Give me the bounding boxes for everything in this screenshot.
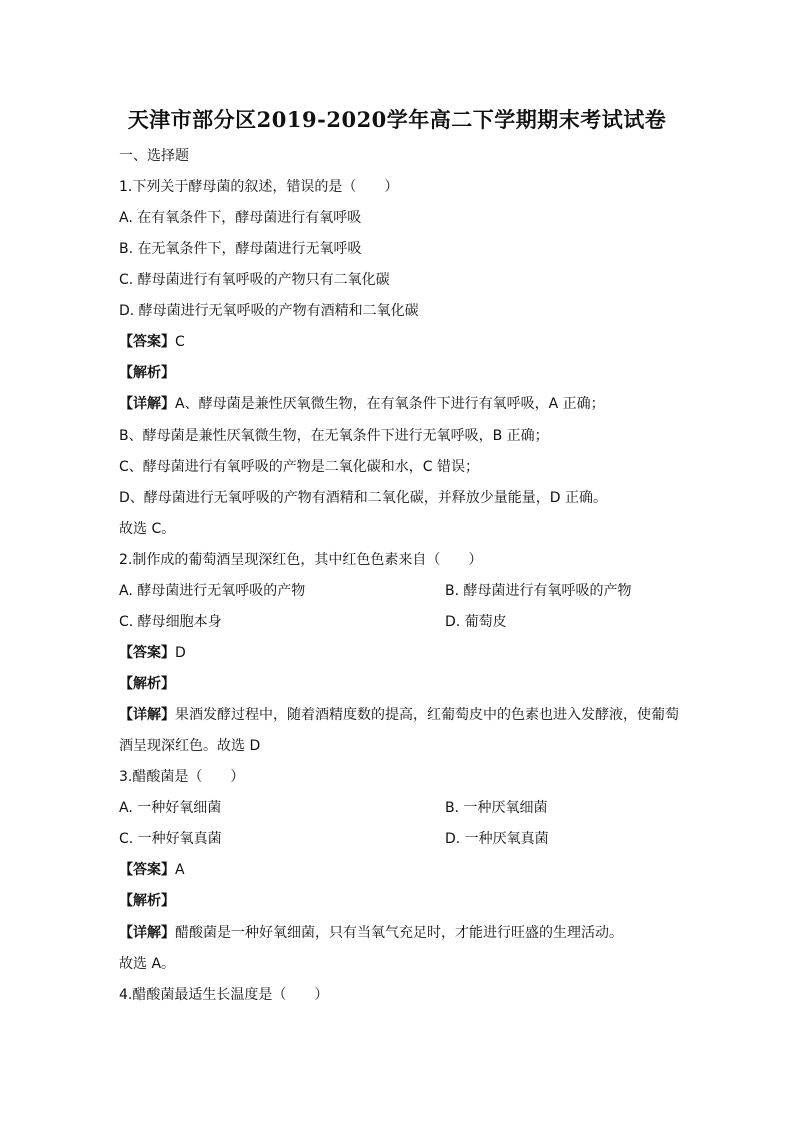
question-3-option-a: A. 一种好氧细菌 xyxy=(119,800,222,816)
detail-label: 【详解】 xyxy=(119,396,175,412)
answer-value: A xyxy=(175,862,185,878)
question-3-conclusion: 故选 A。 xyxy=(119,956,176,972)
question-3-option-d: D. 一种厌氧真菌 xyxy=(445,831,549,847)
answer-label: 【答案】 xyxy=(119,334,175,350)
question-2-option-a: A. 酵母菌进行无氧呼吸的产物 xyxy=(119,583,306,599)
detail-label: 【详解】 xyxy=(119,925,175,941)
question-2-option-d: D. 葡萄皮 xyxy=(445,614,507,630)
page-title: 天津市部分区2019-2020学年高二下学期期末考试试卷 xyxy=(127,107,667,132)
question-1-analysis-label: 【解析】 xyxy=(119,365,175,381)
question-4-stem: 4.醋酸菌最适生长温度是（ ） xyxy=(119,987,329,1003)
answer-label: 【答案】 xyxy=(119,645,175,661)
question-3-detail-1 xyxy=(119,924,623,942)
question-2-option-c: C. 酵母细胞本身 xyxy=(119,614,222,630)
question-3-analysis-label: 【解析】 xyxy=(119,893,175,909)
question-2-detail-2: 酒呈现深红色。故选 D xyxy=(119,738,261,754)
question-2-analysis-label: 【解析】 xyxy=(119,676,175,692)
question-1-option-c: C. 酵母菌进行有氧呼吸的产物只有二氧化碳 xyxy=(119,272,390,288)
question-1-detail-3: C、酵母菌进行有氧呼吸的产物是二氧化碳和水，C 错误； xyxy=(119,459,479,475)
section-heading: 一、选择题 xyxy=(119,148,189,164)
detail-text: A、酵母菌是兼性厌氧微生物，在有氧条件下进行有氧呼吸，A 正确； xyxy=(175,396,605,412)
question-1-detail-2: B、酵母菌是兼性厌氧微生物，在无氧条件下进行无氧呼吸，B 正确； xyxy=(119,428,549,444)
question-1-option-a: A. 在有氧条件下，酵母菌进行有氧呼吸 xyxy=(119,210,362,226)
question-1-stem: 1.下列关于酵母菌的叙述，错误的是（ ） xyxy=(119,179,399,195)
question-2-detail-1 xyxy=(119,706,679,724)
answer-label: 【答案】 xyxy=(119,862,175,878)
question-2-answer xyxy=(119,644,186,662)
question-1-option-b: B. 在无氧条件下，酵母菌进行无氧呼吸 xyxy=(119,241,362,257)
question-3-option-b: B. 一种厌氧细菌 xyxy=(445,800,548,816)
question-3-option-c: C. 一种好氧真菌 xyxy=(119,831,222,847)
question-1-conclusion: 故选 C。 xyxy=(119,521,176,537)
answer-value: C xyxy=(175,334,185,350)
detail-text: 果酒发酵过程中，随着酒精度数的提高，红葡萄皮中的色素也进入发酵液，使葡萄 xyxy=(175,707,679,723)
answer-value: D xyxy=(175,645,186,661)
question-1-answer xyxy=(119,333,185,351)
question-3-answer xyxy=(119,861,185,879)
question-1-option-d: D. 酵母菌进行无氧呼吸的产物有酒精和二氧化碳 xyxy=(119,303,419,319)
question-1-detail-4: D、酵母菌进行无氧呼吸的产物有酒精和二氧化碳，并释放少量能量，D 正确。 xyxy=(119,490,608,506)
question-2-option-b: B. 酵母菌进行有氧呼吸的产物 xyxy=(445,583,632,599)
question-1-detail-1 xyxy=(119,395,605,413)
detail-text: 醋酸菌是一种好氧细菌，只有当氧气充足时，才能进行旺盛的生理活动。 xyxy=(175,925,623,941)
question-2-stem: 2.制作成的葡萄酒呈现深红色，其中红色色素来自（ ） xyxy=(119,552,483,568)
question-3-stem: 3.醋酸菌是（ ） xyxy=(119,769,245,785)
detail-label: 【详解】 xyxy=(119,707,175,723)
